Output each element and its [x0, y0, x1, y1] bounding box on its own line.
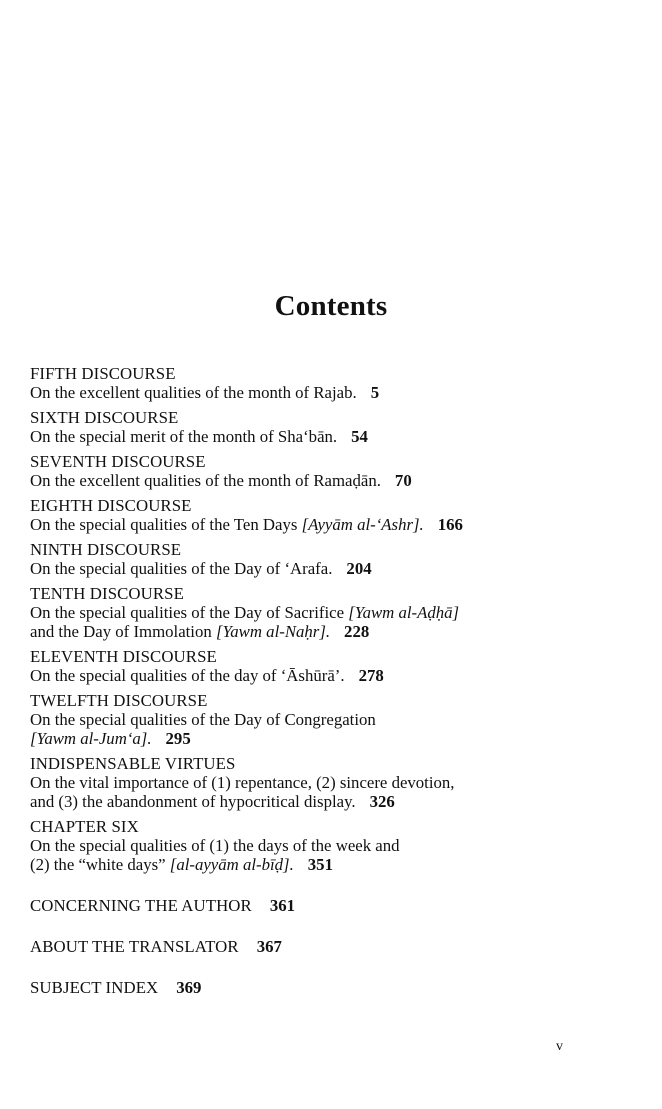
- toc-description: On the special qualities of the Ten Days [Ayyām al-‘Ashr]. 166: [30, 515, 463, 534]
- toc-description: On the special qualities of the Day of Congregation: [30, 710, 376, 729]
- toc-heading: ELEVENTH DISCOURSE: [30, 647, 217, 666]
- toc-description: On the special qualities of the Day of Sacrifice [Yawm al-Aḍḥā]: [30, 603, 460, 622]
- toc-entry-eighth-discourse: [30, 496, 550, 534]
- page-number: 351: [307, 855, 333, 874]
- toc-heading: CONCERNING THE AUTHOR: [30, 896, 252, 915]
- page-number: 204: [346, 559, 372, 578]
- page-number: 166: [437, 515, 463, 534]
- toc-description: On the excellent qualities of the month of Ramaḍān. 70: [30, 471, 412, 490]
- toc-entry-fifth-discourse: [30, 364, 550, 402]
- toc-description: and (3) the abandonment of hypocritical display. 326: [30, 792, 395, 811]
- toc-heading: ABOUT THE TRANSLATOR: [30, 937, 239, 956]
- page-title: Contents: [274, 290, 388, 322]
- toc-description: On the excellent qualities of the month of Rajab. 5: [30, 383, 380, 402]
- toc-entry-subject-index: [30, 978, 550, 997]
- toc-heading: TENTH DISCOURSE: [30, 584, 184, 603]
- toc-entry-seventh-discourse: [30, 452, 550, 490]
- toc-entry-indispensable-virtues: [30, 754, 550, 811]
- toc-description: and the Day of Immolation [Yawm al-Naḥr]. 228: [30, 622, 370, 641]
- toc-heading: SUBJECT INDEX: [30, 978, 159, 997]
- toc-description: On the special qualities of the Day of ‘Arafa. 204: [30, 559, 372, 578]
- page-number: 326: [369, 792, 395, 811]
- toc-description: (2) the “white days” [al-ayyām al-bīḍ]. 351: [30, 855, 333, 874]
- toc-heading: NINTH DISCOURSE: [30, 540, 182, 559]
- table-of-contents: [30, 364, 550, 997]
- toc-description: [Yawm al-Jum‘a]. 295: [30, 729, 191, 748]
- toc-heading: FIFTH DISCOURSE: [30, 364, 176, 383]
- toc-heading: INDISPENSABLE VIRTUES: [30, 754, 236, 773]
- toc-heading: SEVENTH DISCOURSE: [30, 452, 206, 471]
- page-number: 361: [269, 896, 295, 915]
- toc-entry-eleventh-discourse: [30, 647, 550, 685]
- toc-description: On the special qualities of (1) the days of the week and: [30, 836, 400, 855]
- folio-page-number: v: [556, 1039, 563, 1054]
- toc-description: On the special qualities of the day of ‘Āshūrā’. 278: [30, 666, 384, 685]
- toc-description: On the vital importance of (1) repentance, (2) sincere devotion,: [30, 773, 455, 792]
- toc-description: On the special merit of the month of Sha‘bān. 54: [30, 427, 368, 446]
- page-number: 278: [358, 666, 384, 685]
- toc-entry-about-the-translator: [30, 937, 550, 956]
- toc-heading: TWELFTH DISCOURSE: [30, 691, 208, 710]
- page-number: 369: [176, 978, 202, 997]
- toc-entry-twelfth-discourse: [30, 691, 550, 748]
- toc-entry-ninth-discourse: [30, 540, 550, 578]
- toc-heading: SIXTH DISCOURSE: [30, 408, 179, 427]
- page-number: 5: [370, 383, 380, 402]
- page-number: 367: [256, 937, 282, 956]
- toc-entry-concerning-the-author: [30, 896, 550, 915]
- toc-heading: CHAPTER SIX: [30, 817, 139, 836]
- toc-heading: EIGHTH DISCOURSE: [30, 496, 192, 515]
- page-number: 295: [165, 729, 191, 748]
- toc-entry-tenth-discourse: [30, 584, 550, 641]
- toc-entry-sixth-discourse: [30, 408, 550, 446]
- page-number: 228: [344, 622, 370, 641]
- page-number: 70: [394, 471, 412, 490]
- page-number: 54: [351, 427, 368, 446]
- toc-entry-chapter-six: [30, 817, 550, 874]
